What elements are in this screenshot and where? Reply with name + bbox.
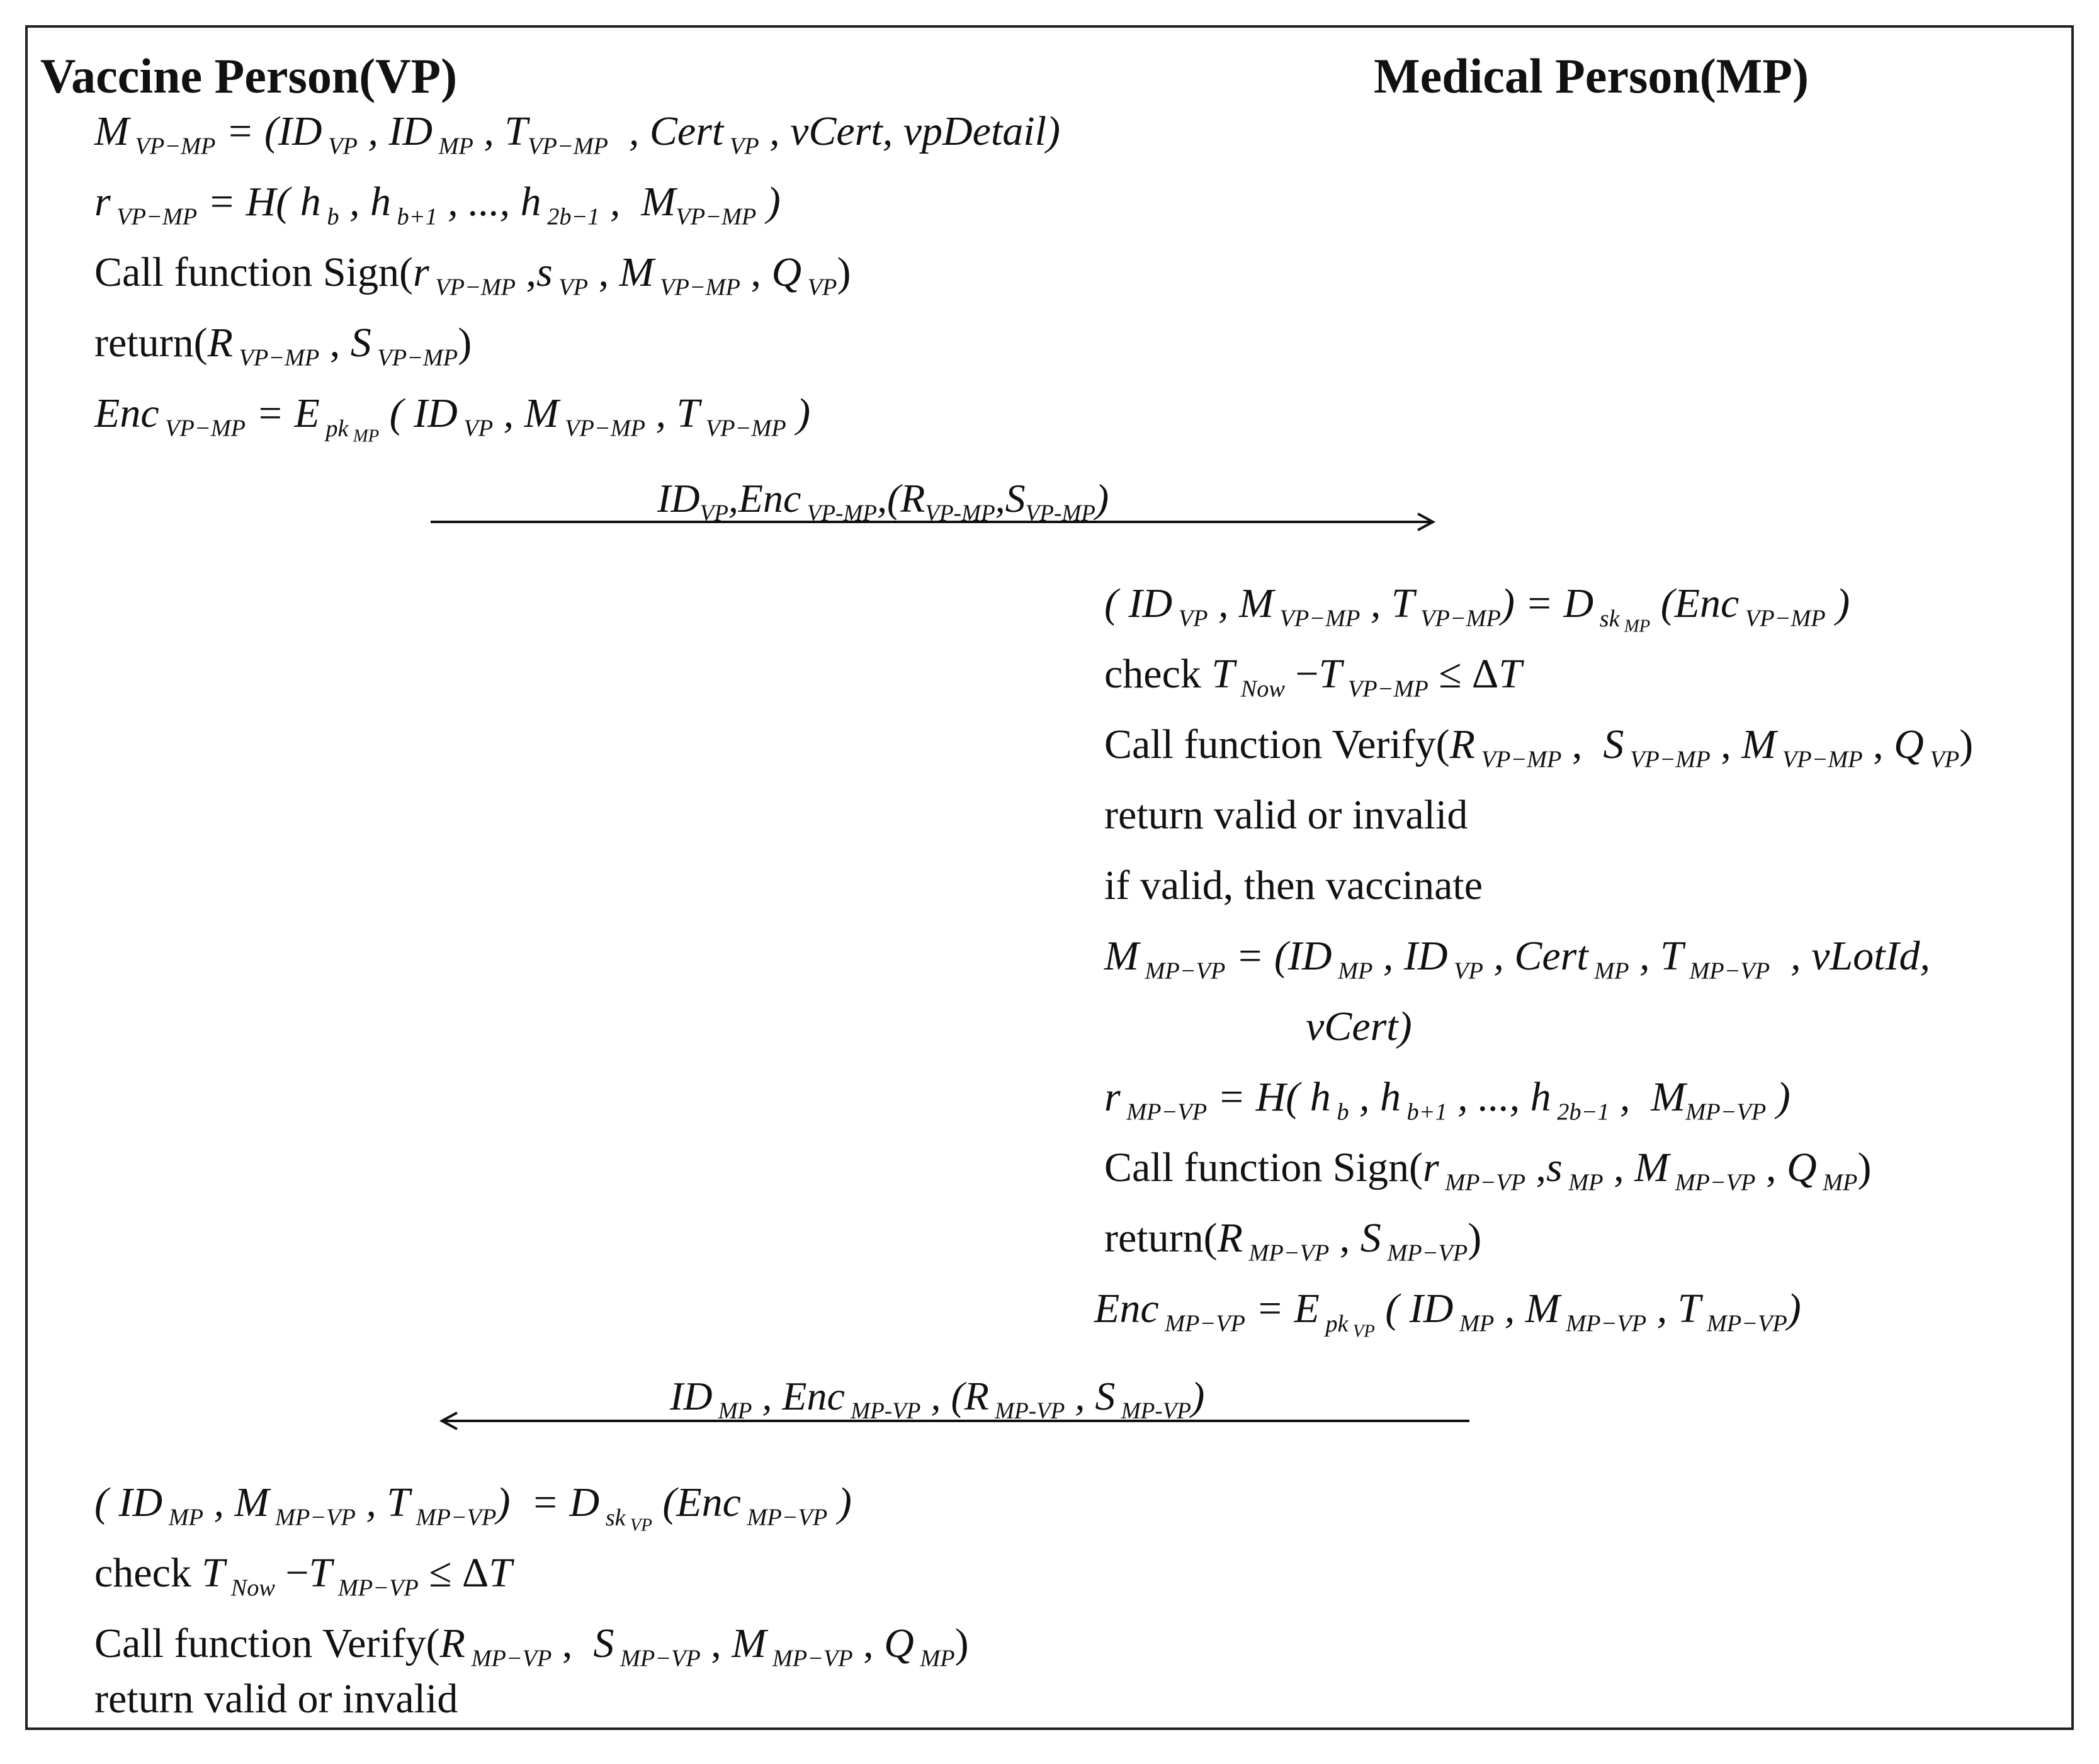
vp-decrypt: ( ID $_{MP}$ , M $_{MP-VP}$ , T $_{MP-VP}$) = D $_{sk _{VP}}$ (Enc $_{MP-VP}$ ) [94, 1479, 852, 1535]
mp-message-definition: M $_{MP-VP}$ = (ID $_{MP}$ , ID $_{VP}$ , Cert $_{MP}$ , T $_{MP-VP}$ , vLotId, [1104, 933, 1930, 985]
vp-verify-return: return valid or invalid [94, 1676, 458, 1722]
mp-vaccinate-step: if valid, then vaccinate [1104, 862, 1483, 908]
mp-sign-call: Call function Sign(r $_{MP-VP}$ ,s $_{MP}$ , M $_{MP-VP}$ , Q $_{MP}$) [1104, 1145, 1872, 1196]
vp-message-definition: M $_{VP-MP}$ = (ID $_{VP}$ , ID $_{MP}$ , $T_{VP-MP}$ , Cert $_{VP}$ , vCert, vpDetail) [94, 108, 1060, 160]
message-arrows [28, 28, 2076, 1733]
vp-hash-definition: r $_{VP-MP}$ = H( h $_b$ , h $_{b+1}$ , ..., h $_{2b-1}$ , $M_{VP-MP}$ ) [94, 179, 781, 230]
vp-sign-return: return(R $_{VP-MP}$ , S $_{VP-MP}$) [94, 320, 472, 371]
vp-verify-call: Call function Verify(R $_{MP-VP}$ , S $_{MP-VP}$ , M $_{MP-VP}$ , Q $_{MP}$) [94, 1620, 969, 1672]
protocol-diagram-frame [25, 25, 2074, 1730]
vp-sign-call: Call function Sign(r $_{VP-MP}$ ,s $_{VP}$ , M $_{VP-MP}$ , Q $_{VP}$) [94, 249, 851, 301]
vp-timestamp-check: check T $_{Now}$ −T $_{MP-VP}$ ≤ ΔT [94, 1550, 512, 1602]
mp-actor-header: Medical Person(MP) [1374, 48, 1809, 103]
message-vp-to-mp-label: $ID_{VP},Enc$ $_{VP-MP},(R_{VP-MP},S_{VP-MP})$ [657, 476, 1109, 527]
mp-encryption: Enc $_{MP-VP}$ = E $_{pk _{VP}}$ ( ID $_{MP}$ , M $_{MP-VP}$ , T $_{MP-VP}$) [1094, 1286, 1801, 1342]
message-mp-to-vp-label: ID $_{MP}$ , Enc $_{MP-VP}$ , (R $_{MP-VP}$ , S $_{MP-VP}$) [670, 1374, 1205, 1425]
mp-verify-call: Call function Verify(R $_{VP-MP}$ , S $_{VP-MP}$ , M $_{VP-MP}$ , Q $_{VP}$) [1104, 721, 1974, 773]
mp-verify-return: return valid or invalid [1104, 792, 1468, 838]
mp-sign-return: return(R $_{MP-VP}$ , S $_{MP-VP}$) [1104, 1215, 1482, 1267]
mp-timestamp-check: check T $_{Now}$ −T $_{VP-MP}$ ≤ ΔT [1104, 651, 1522, 703]
vp-encryption: Enc $_{VP-MP}$ = E $_{pk _{MP}}$ ( ID $_{VP}$ , M $_{VP-MP}$ , T $_{VP-MP}$ ) [94, 390, 811, 446]
mp-decrypt: ( ID $_{VP}$ , M $_{VP-MP}$ , T $_{VP-MP}$) = D $_{sk _{MP}}$ (Enc $_{VP-MP}$ ) [1104, 580, 1850, 636]
mp-message-definition-cont: vCert) [1306, 1004, 1412, 1049]
mp-hash-definition: r $_{MP-VP}$ = H( h $_b$ , h $_{b+1}$ , ..., h $_{2b-1}$ , $M_{MP-VP}$ ) [1104, 1074, 1791, 1126]
vp-actor-header: Vaccine Person(VP) [40, 48, 458, 103]
arrow-vp-to-mp [431, 514, 1433, 530]
